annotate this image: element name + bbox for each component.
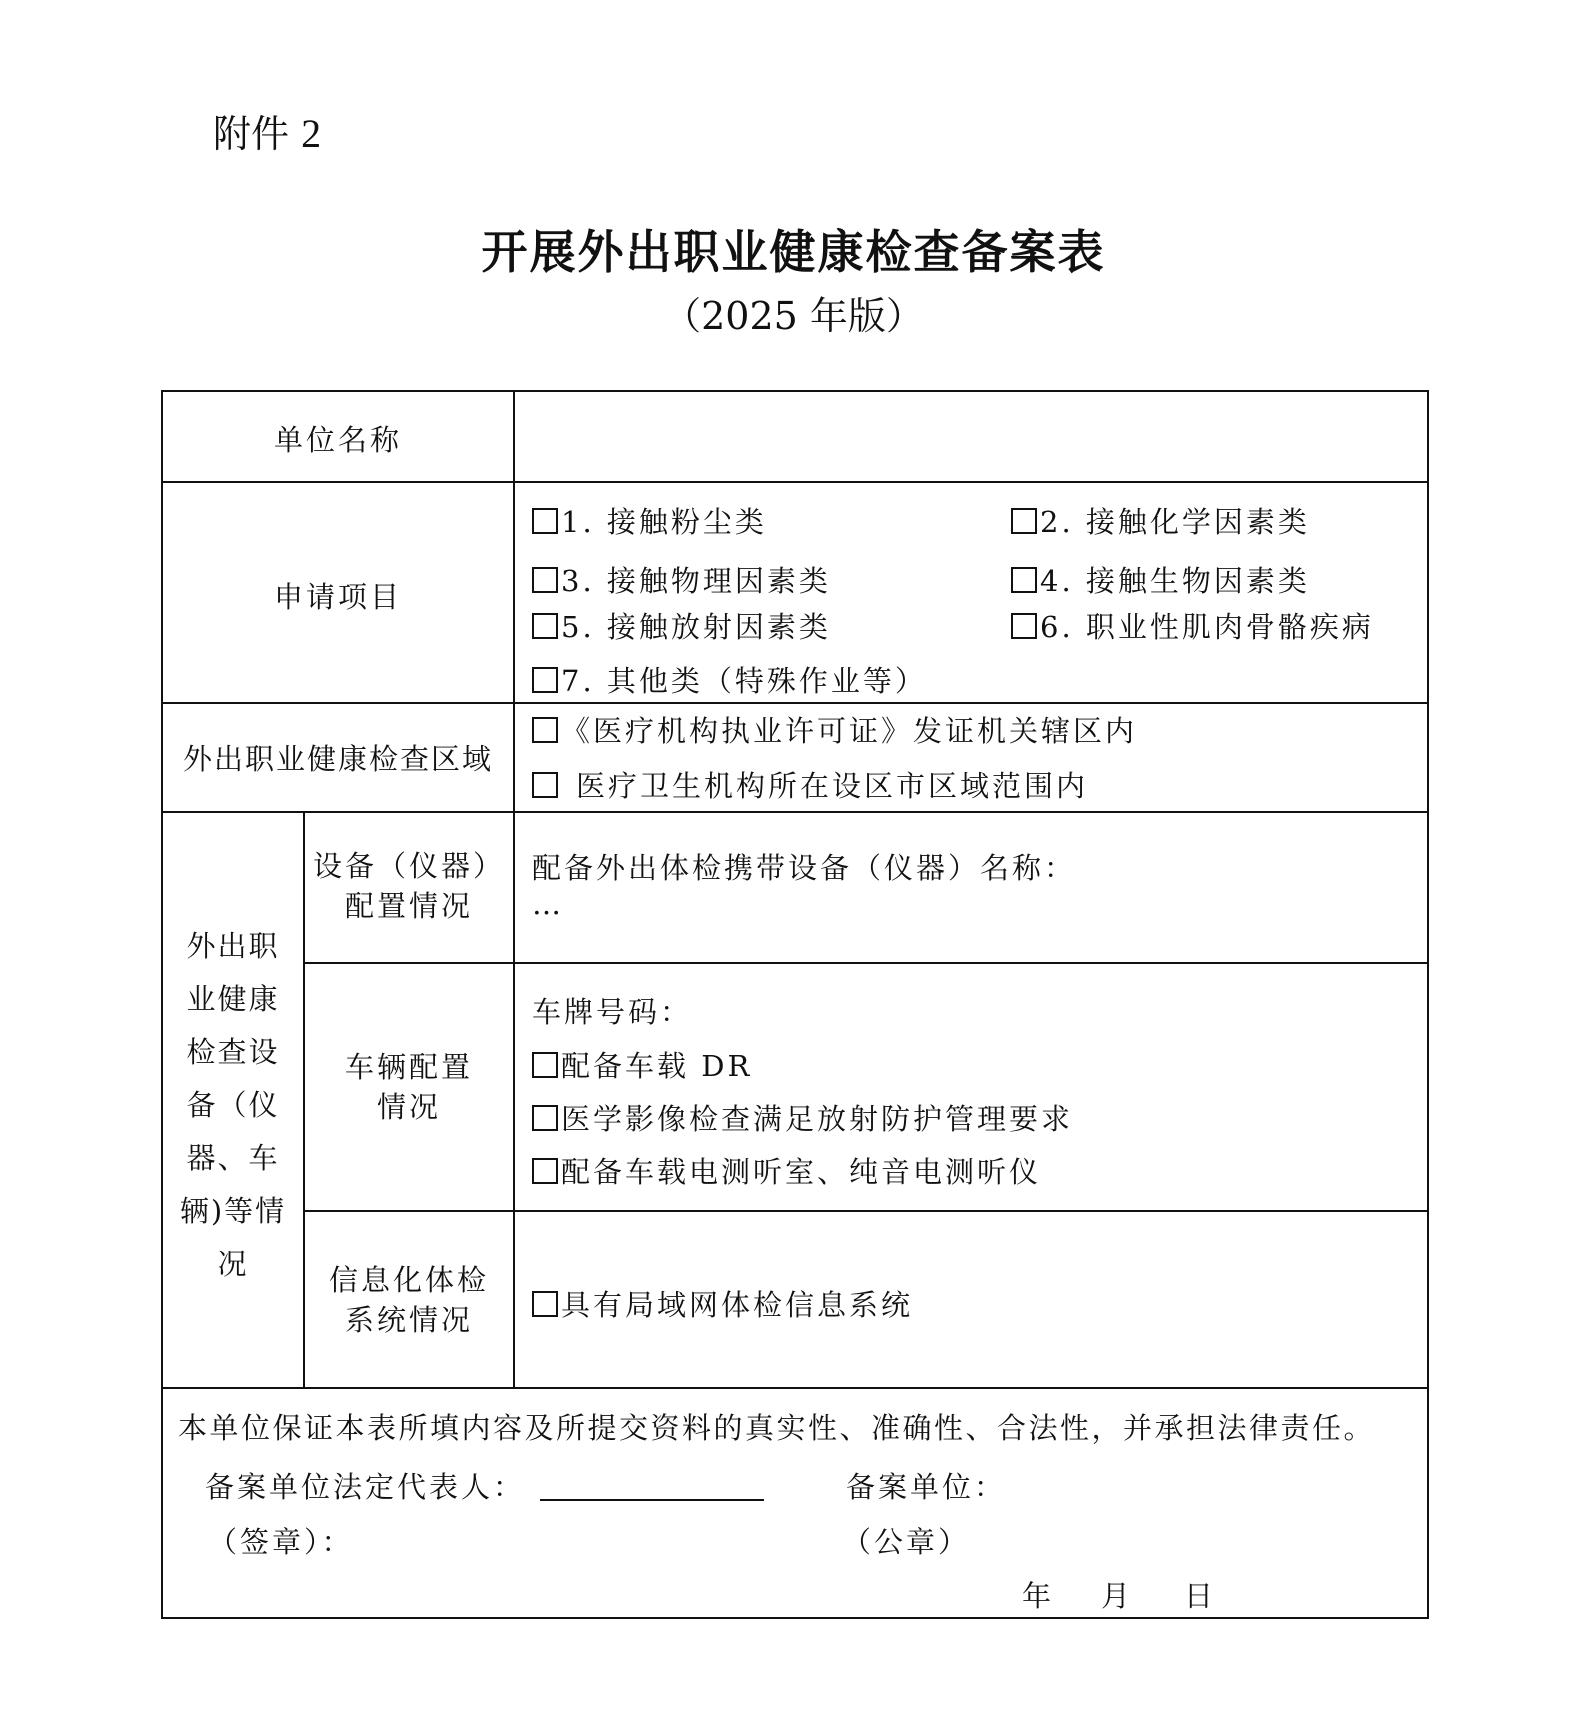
checkbox[interactable] <box>532 667 558 693</box>
info-system-label: 信息化体检 系统情况 <box>328 1263 489 1337</box>
equipment-group-label: 外出职 业健康 检查设 备（仪 器、车 辆)等情 况 <box>179 929 287 1281</box>
date-month: 月 <box>1101 1579 1134 1613</box>
device-ellipsis: … <box>532 887 564 921</box>
vehicle-option-1[interactable]: 配备车载 DR <box>532 1044 752 1085</box>
vehicle-plate-label: 车牌号码： <box>532 995 693 1029</box>
region-option-1[interactable]: 《医疗机构执业许可证》发证机关辖区内 <box>532 709 1137 750</box>
legal-rep-label: 备案单位法定代表人： <box>205 1470 526 1504</box>
apply-option-2[interactable]: 2. 接触化学因素类 <box>1011 500 1310 541</box>
device-names-text: 配备外出体检携带设备（仪器）名称： <box>532 851 1077 885</box>
device-config-label: 设备（仪器） 配置情况 <box>312 849 505 923</box>
checkbox[interactable] <box>532 772 558 798</box>
region-option-2[interactable]: 医疗卫生机构所在设区市区域范围内 <box>532 764 1088 805</box>
vehicle-option-3[interactable]: 配备车载电测听室、纯音电测听仪 <box>532 1150 1041 1191</box>
unit-name-label: 单位名称 <box>273 423 402 457</box>
apply-option-4[interactable]: 4. 接触生物因素类 <box>1011 559 1310 600</box>
signature-line[interactable] <box>540 1499 764 1501</box>
checkbox[interactable] <box>532 1291 558 1317</box>
apply-option-3[interactable]: 3. 接触物理因素类 <box>532 559 831 600</box>
checkbox[interactable] <box>532 1105 558 1131</box>
vehicle-config-label: 车辆配置 情况 <box>344 1050 473 1124</box>
unit-name-field[interactable] <box>520 400 1420 478</box>
filing-unit-label: 备案单位： <box>846 1470 1007 1504</box>
info-system-option[interactable]: 具有局域网体检信息系统 <box>532 1283 913 1324</box>
apply-items-label: 申请项目 <box>273 580 402 614</box>
apply-option-5[interactable]: 5. 接触放射因素类 <box>532 605 831 646</box>
checkbox[interactable] <box>1011 508 1037 534</box>
vehicle-option-2[interactable]: 医学影像检查满足放射防护管理要求 <box>532 1097 1073 1138</box>
region-label: 外出职业健康检查区域 <box>182 742 493 776</box>
attachment-label: 附件 2 <box>213 111 322 156</box>
checkbox[interactable] <box>532 717 558 743</box>
apply-option-1[interactable]: 1. 接触粉尘类 <box>532 500 767 541</box>
filing-unit-seal: （公章） <box>842 1525 971 1559</box>
checkbox[interactable] <box>532 508 558 534</box>
checkbox[interactable] <box>532 1158 558 1184</box>
checkbox[interactable] <box>532 567 558 593</box>
legal-rep-sign: （签章）： <box>208 1525 354 1559</box>
date-day: 日 <box>1184 1579 1217 1613</box>
declaration-text: 本单位保证本表所填内容及所提交资料的真实性、准确性、合法性，并承担法律责任。 <box>178 1411 1376 1445</box>
checkbox[interactable] <box>532 613 558 639</box>
date-year: 年 <box>1022 1579 1055 1613</box>
checkbox[interactable] <box>532 1052 558 1078</box>
checkbox[interactable] <box>1011 567 1037 593</box>
checkbox[interactable] <box>1011 613 1037 639</box>
apply-option-7[interactable]: 7. 其他类（特殊作业等） <box>532 659 927 700</box>
page-subtitle: （2025 年版） <box>663 294 924 338</box>
apply-option-6[interactable]: 6. 职业性肌肉骨骼疾病 <box>1011 605 1374 646</box>
page-title: 开展外出职业健康检查备案表 <box>481 225 1106 279</box>
